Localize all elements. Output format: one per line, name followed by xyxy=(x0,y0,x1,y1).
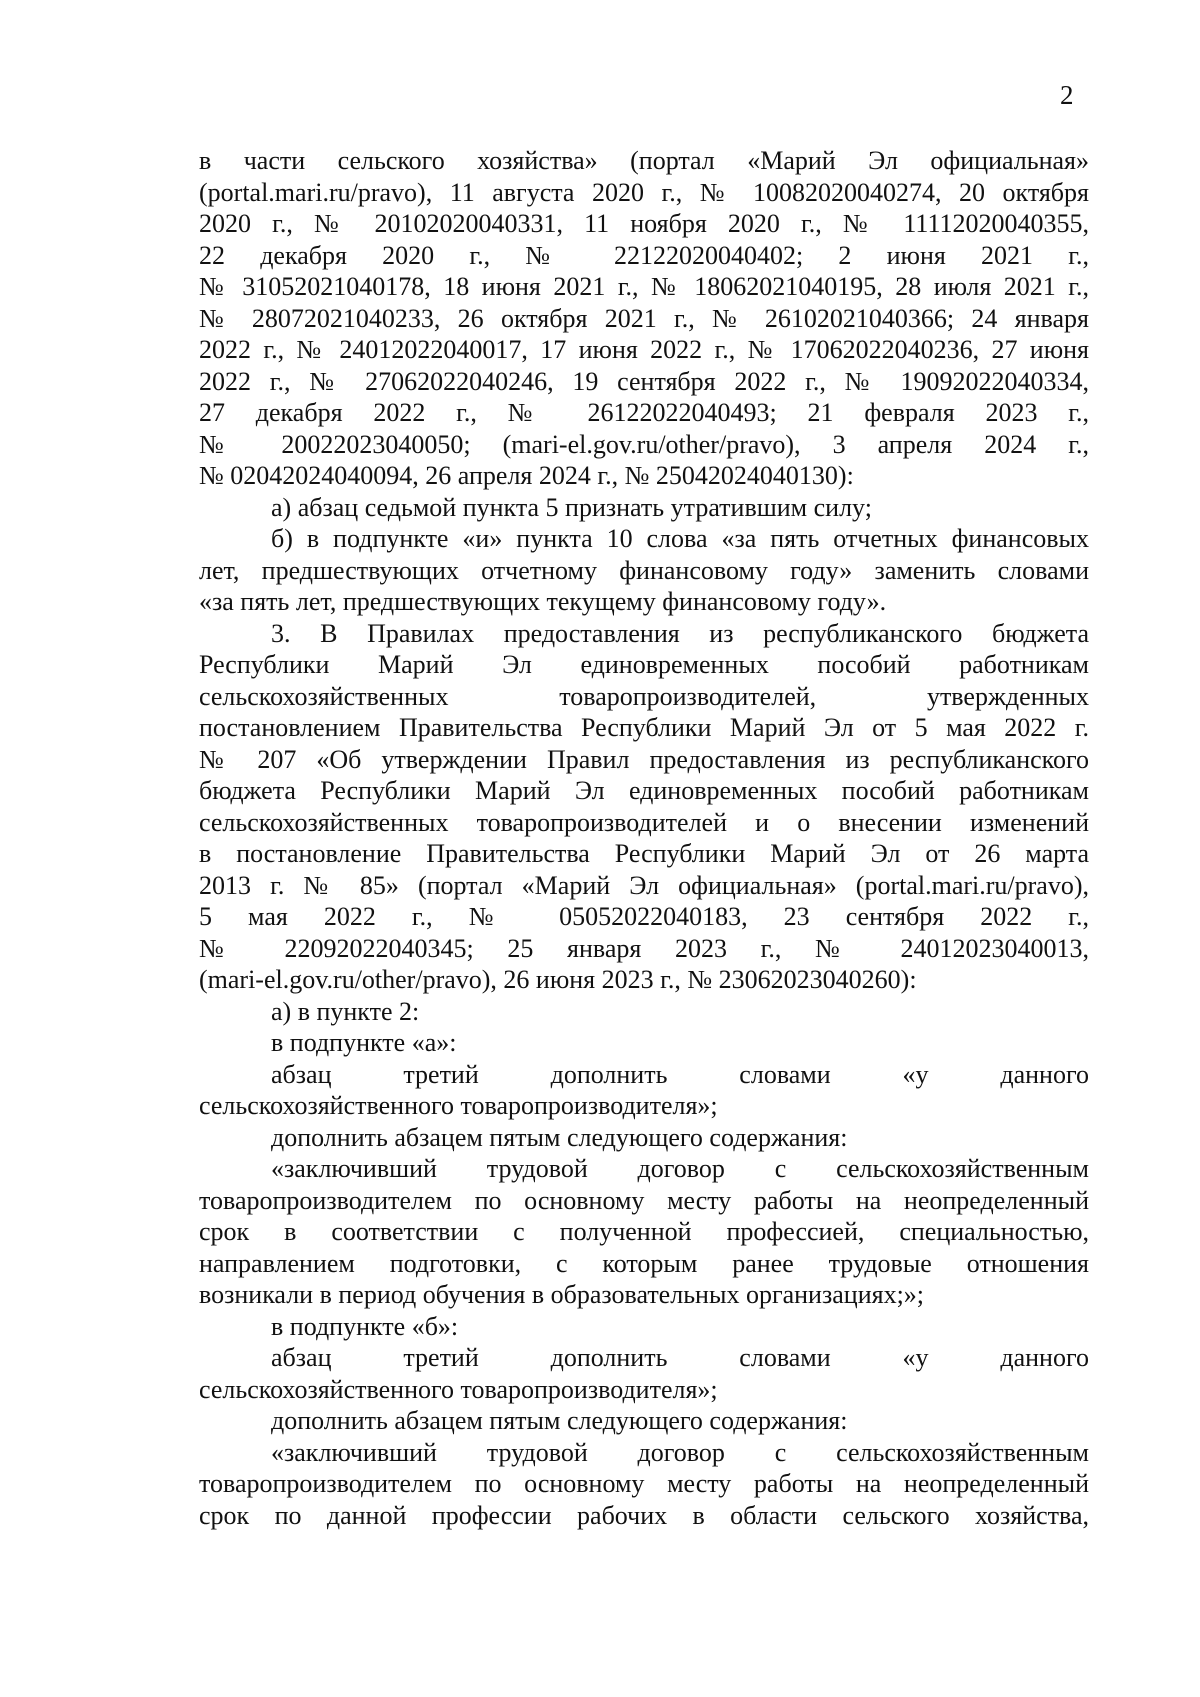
text-line: 2022 г., № 27062022040246, 19 сентября 2022 г., № 19092022040334, xyxy=(199,366,1089,396)
text-line: сельскохозяйственного товаропроизводителя»; xyxy=(199,1374,718,1404)
text-line: а) в пункте 2: xyxy=(271,996,420,1026)
text-line: 5 мая 2022 г., № 05052022040183, 23 сентября 2022 г., xyxy=(199,902,1089,931)
text-line: дополнить абзацем пятым следующего содержания: xyxy=(271,1406,848,1435)
document-body xyxy=(199,145,1089,1531)
text-line: товаропроизводителем по основному месту работы на неопределенный xyxy=(199,1185,1089,1215)
text-line: № 31052021040178, 18 июня 2021 г., № 18062021040195, 28 июля 2021 г., xyxy=(199,272,1089,301)
text-line: 2022 г., № 24012022040017, 17 июня 2022 г., № 17062022040236, 27 июня xyxy=(199,335,1089,364)
text-line: № 20022023040050; (mari-el.gov.ru/other/pravo), 3 апреля 2024 г., xyxy=(199,429,1089,459)
text-line: 27 декабря 2022 г., № 26122022040493; 21 февраля 2023 г., xyxy=(199,398,1089,427)
text-line: в части сельского хозяйства» (портал «Марий Эл официальная» xyxy=(199,146,1089,175)
text-line: «за пять лет, предшествующих текущему финансовому году». xyxy=(199,587,887,616)
text-line: «заключивший трудовой договор с сельскохозяйственным xyxy=(271,1437,1089,1467)
text-line: в подпункте «б»: xyxy=(271,1311,459,1341)
text-line: (mari-el.gov.ru/other/pravo), 26 июня 2023 г., № 23062023040260): xyxy=(199,965,917,994)
text-line: № 207 «Об утверждении Правил предоставления из республиканского xyxy=(199,744,1089,774)
text-line: 3. В Правилах предоставления из республиканского бюджета xyxy=(271,618,1089,648)
text-line: сельскохозяйственных товаропроизводителей и о внесении изменений xyxy=(199,807,1089,837)
text-line: а) абзац седьмой пункта 5 признать утратившим силу; xyxy=(271,492,872,522)
page-number: 2 xyxy=(1060,80,1074,110)
text-line: в постановление Правительства Республики Марий Эл от 26 марта xyxy=(199,839,1089,868)
text-line: сельскохозяйственного товаропроизводителя»; xyxy=(199,1091,718,1120)
text-line: № 02042024040094, 26 апреля 2024 г., № 25042024040130): xyxy=(199,461,854,490)
text-line: абзац третий дополнить словами «у данного xyxy=(271,1059,1089,1089)
text-line: товаропроизводителем по основному месту работы на неопределенный xyxy=(199,1469,1089,1498)
text-line: постановлением Правительства Республики Марий Эл от 5 мая 2022 г. xyxy=(199,713,1089,742)
text-line: Республики Марий Эл единовременных пособий работникам xyxy=(199,650,1089,679)
text-line: дополнить абзацем пятым следующего содержания: xyxy=(271,1122,848,1152)
text-line: № 22092022040345; 25 января 2023 г., № 24012023040013, xyxy=(199,933,1089,963)
text-line: возникали в период обучения в образовательных организациях;»; xyxy=(199,1280,925,1309)
text-line: в подпункте «а»: xyxy=(271,1028,457,1057)
text-line: 22 декабря 2020 г., № 22122020040402; 2 июня 2021 г., xyxy=(199,240,1089,270)
text-line: бюджета Республики Марий Эл единовременных пособий работникам xyxy=(199,776,1089,805)
text-line: 2013 г. № 85» (портал «Марий Эл официальная» (portal.mari.ru/pravo), xyxy=(199,870,1089,900)
text-line: б) в подпункте «и» пункта 10 слова «за пять отчетных финансовых xyxy=(271,524,1089,553)
text-line: № 28072021040233, 26 октября 2021 г., № 26102021040366; 24 января xyxy=(199,303,1089,333)
text-line: направлением подготовки, с которым ранее трудовые отношения xyxy=(199,1248,1089,1278)
text-line: срок в соответствии с полученной профессией, специальностью, xyxy=(199,1217,1089,1246)
text-line: абзац третий дополнить словами «у данного xyxy=(271,1343,1089,1372)
text-line: лет, предшествующих отчетному финансовому году» заменить словами xyxy=(199,555,1089,585)
text-line: (portal.mari.ru/pravo), 11 августа 2020 г., № 10082020040274, 20 октября xyxy=(199,177,1089,207)
text-line: срок по данной профессии рабочих в области сельского хозяйства, xyxy=(199,1500,1089,1530)
text-line: сельскохозяйственных товаропроизводителей, утвержденных xyxy=(199,681,1089,711)
text-line: «заключивший трудовой договор с сельскохозяйственным xyxy=(271,1154,1089,1183)
text-line: 2020 г., № 20102020040331, 11 ноября 2020 г., № 11112020040355, xyxy=(199,209,1089,238)
